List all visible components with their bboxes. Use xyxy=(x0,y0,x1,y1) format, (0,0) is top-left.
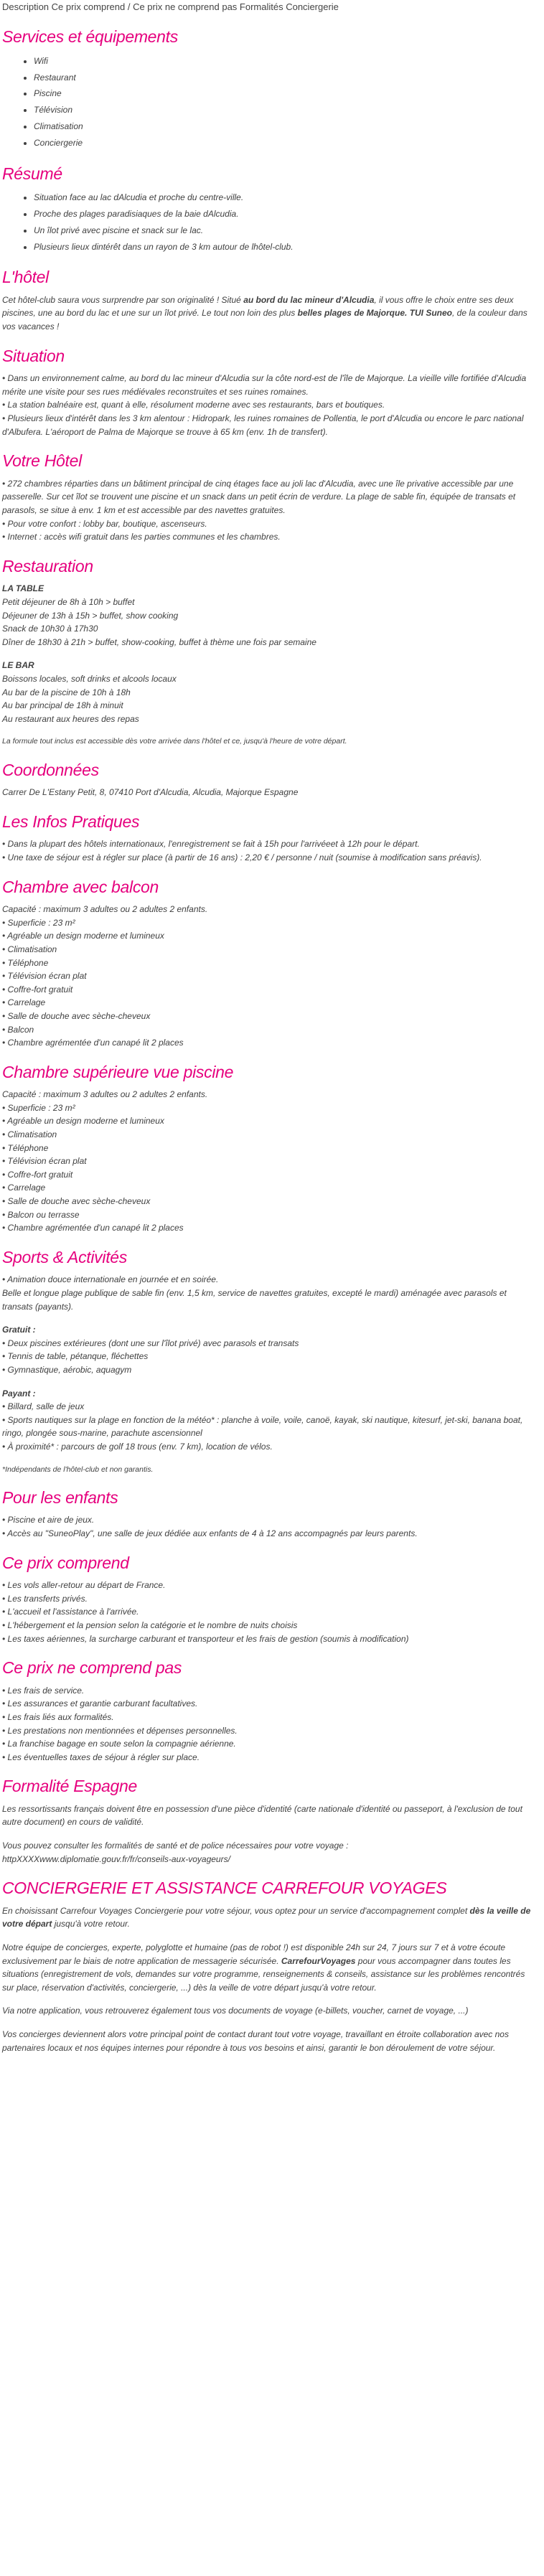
formalite-text: Les ressortissants français doivent être en possession d'une pièce d'identité (carte nationale d'identité ou passeport, à l'exclusion de tout autre document) en cours de validité. xyxy=(2,1803,522,1828)
conciergerie-p1-b: dès la veille de votre départ xyxy=(2,1905,531,1929)
table-line: Snack de 10h30 à 17h30 xyxy=(2,624,98,634)
spacer xyxy=(2,1313,536,1323)
conciergerie-p2-b: CarrefourVoyages xyxy=(281,1955,356,1966)
prix-comprend-line: • Les vols aller-retour au départ de France. xyxy=(2,1580,166,1591)
votre-hotel-line: • 272 chambres réparties dans un bâtiment principal de cinq étages face au joli lac d'Alcudia, avec une île privative accessible par une passerelle. Sur cet îlot se trouvent une piscine et un snack dans un petit écrin de verdure. La plage de sable fin, équipée de transats et parasols, se situe à env. 1 km et est accessible par des navettes gratuites. xyxy=(2,478,516,516)
list-item: • Piscine xyxy=(34,85,536,102)
payant-line: • Sports nautiques sur la plage en fonction de la météo* : planche à voile, voile, canoë, kayak, ski nautique, kitesurf, jet-ski, banana boat, ringo, plongée sous-marine, parachute ascensionnel xyxy=(2,1414,523,1439)
resume-list xyxy=(2,189,536,255)
list-item: • Wifi xyxy=(34,53,536,70)
prix-ne-comprend-line: • Les frais liés aux formalités. xyxy=(2,1711,114,1722)
hotel-text-d: belles plages de Majorque. TUI Suneo xyxy=(297,308,452,319)
hotel-text-c: , il vous offre le choix entre ses deux piscines, une au bord du lac et une sur un îlot privé. Le tout non loin des plus xyxy=(2,294,514,319)
list-item: • Conciergerie xyxy=(34,135,536,151)
conciergerie-p1-c: jusqu'à votre retour. xyxy=(52,1919,130,1929)
infos-line: • Une taxe de séjour est à régler sur place (à partir de 16 ans) : 2,20 € / personne / nuit (soumise à modification sans préavis). xyxy=(2,852,482,862)
votre-hotel-title: Votre Hôtel xyxy=(2,451,82,471)
situation-line: • La station balnéaire est, quant à elle, résolument moderne avec ses restaurants, bars et boutiques. xyxy=(2,400,385,410)
bar-line: Boissons locales, soft drinks et alcools locaux xyxy=(2,673,177,684)
restauration-section xyxy=(2,557,536,748)
conciergerie-section xyxy=(2,1879,536,2054)
situation-section xyxy=(2,347,536,439)
services-section xyxy=(2,27,536,151)
list-item: • Télévision xyxy=(34,102,536,118)
room-feature: • Salle de douche avec sèche-cheveux xyxy=(2,1010,151,1021)
formalite-link[interactable]: httpXXXXwww.diplomatie.gouv.fr/fr/conseils-aux-voyageurs/ xyxy=(2,1853,230,1864)
prix-ne-comprend-line: • Les éventuelles taxes de séjour à régler sur place. xyxy=(2,1752,200,1762)
list-item: • Un îlot privé avec piscine et snack sur le lac. xyxy=(34,222,536,239)
sports-section xyxy=(2,1248,536,1475)
room-feature: • Coffre-fort gratuit xyxy=(2,984,73,995)
situation-line: • Plusieurs lieux d'intérêt dans les 3 km alentour : Hidropark, les ruines romaines de Pollentia, le port d'Alcudia ou encore le parc national d'Albufera. L'aéroport de Palma de Majorque se trouve à 65 km (env. 1h de transfert). xyxy=(2,413,524,437)
hotel-text-e: , de la couleur dans vos vacances ! xyxy=(2,308,527,332)
room-feature: • Salle de douche avec sèche-cheveux xyxy=(2,1196,151,1207)
bar-line: Au restaurant aux heures des repas xyxy=(2,713,139,724)
payant-line: • À proximité* : parcours de golf 18 trous (env. 7 km), location de vélos. xyxy=(2,1441,273,1452)
room-feature: • Téléphone xyxy=(2,957,49,968)
resume-title: Résumé xyxy=(2,164,62,183)
conciergerie-paragraph: Via notre application, vous retrouverez également tous vos documents de voyage (e-billets, voucher, carnet de voyage, ...) xyxy=(2,2006,469,2016)
situation-line: • Dans un environnement calme, au bord du lac mineur d'Alcudia sur la côte nord-est de l'île de Majorque. La vieille ville fortifiée d'Alcudia mérite une visite pour ses rues médiévales reconstruites et ses ruines romaines. xyxy=(2,373,527,397)
spacer xyxy=(2,1931,536,1941)
room-feature: • Climatisation xyxy=(2,944,57,954)
services-list xyxy=(2,53,536,151)
spacer xyxy=(2,1994,536,2004)
room-feature: • Climatisation xyxy=(2,1129,57,1140)
situation-title: Situation xyxy=(2,346,65,365)
room-feature: • Chambre agrémentée d'un canapé lit 2 places xyxy=(2,1223,184,1233)
sports-title: Sports & Activités xyxy=(2,1247,127,1266)
room-feature: • Carrelage xyxy=(2,997,46,1008)
enfants-line: • Piscine et aire de jeux. xyxy=(2,1515,95,1526)
prix-comprend-line: • Les transferts privés. xyxy=(2,1593,88,1604)
payant-line: • Billard, salle de jeux xyxy=(2,1401,85,1412)
room-feature: • Balcon ou terrasse xyxy=(2,1209,80,1220)
bar-line: Au bar principal de 18h à minuit xyxy=(2,700,123,711)
hotel-section xyxy=(2,268,536,333)
enfants-line: • Accès au "SuneoPlay", une salle de jeux dédiée aux enfants de 4 à 12 ans accompagnés par leurs parents. xyxy=(2,1528,418,1538)
room-capacity: Capacité : maximum 3 adultes ou 2 adultes 2 enfants. xyxy=(2,904,208,915)
restauration-note: La formule tout inclus est accessible dès votre arrivée dans l'hôtel et ce, jusqu'à l'heure de votre départ. xyxy=(2,737,347,746)
infos-line: • Dans la plupart des hôtels internationaux, l'enregistrement se fait à 15h pour l'arrivéeet à 12h pour le départ. xyxy=(2,839,420,850)
gratuit-line: • Deux piscines extérieures (dont une sur l'îlot privé) avec parasols et transats xyxy=(2,1338,299,1348)
list-item: • Plusieurs lieux dintérêt dans un rayon de 3 km autour de lhôtel-club. xyxy=(34,239,536,255)
gratuit-line: • Tennis de table, pétanque, fléchettes xyxy=(2,1351,149,1362)
bar-label: LE BAR xyxy=(2,660,34,671)
infos-title: Les Infos Pratiques xyxy=(2,812,140,831)
resume-section xyxy=(2,164,536,255)
table-line: Petit déjeuner de 8h à 10h > buffet xyxy=(2,596,135,607)
enfants-title: Pour les enfants xyxy=(2,1487,118,1507)
chambre-balcon-section xyxy=(2,878,536,1050)
hotel-text xyxy=(2,293,536,334)
list-item: • Restaurant xyxy=(34,70,536,86)
address: Carrer De L'Estany Petit, 8, 07410 Port d'Alcudia, Alcudia, Majorque Espagne xyxy=(2,787,299,798)
conciergerie-paragraph: Vos concierges deviennent alors votre principal point de contact durant tout votre voyage, travaillant en étroite collaboration avec nos partenaires locaux et nos équipes internes pour répondre à tous vos besoins et ainsi, garantir le bon déroulement de votre séjour. xyxy=(2,2029,509,2053)
room-feature: • Coffre-fort gratuit xyxy=(2,1169,73,1180)
table-line: Dîner de 18h30 à 21h > buffet, show-cooking, buffet à thème une fois par semaine xyxy=(2,636,316,647)
room-feature: • Chambre agrémentée d'un canapé lit 2 places xyxy=(2,1038,184,1048)
prix-comprend-line: • L'accueil et l'assistance à l'arrivée. xyxy=(2,1607,139,1617)
list-item: • Situation face au lac dAlcudia et proche du centre-ville. xyxy=(34,189,536,206)
payant-label: Payant : xyxy=(2,1388,36,1399)
sports-intro: Belle et longue plage publique de sable fin (env. 1,5 km, service de navettes gratuites, excepté le mardi) aménagée avec parasols et transats (payants). xyxy=(2,1288,507,1312)
conciergerie-p2-c: pour vous accompagner dans toutes les situations (enregistrement de vols, demandes sur votre programme, renseignements & conseils, assistance sur les problèmes rencontrés sur place, réservation d'activités, conciergerie, ...) dès la veille de votre départ jusqu'à votre retour. xyxy=(2,1955,525,1993)
room-feature: • Balcon xyxy=(2,1024,34,1035)
gratuit-line: • Gymnastique, aérobic, aquagym xyxy=(2,1364,132,1375)
conciergerie-paragraph xyxy=(2,1941,536,1994)
spacer xyxy=(2,649,536,659)
sports-note: *Indépendants de l'hôtel-club et non garantis. xyxy=(2,1465,154,1474)
spacer xyxy=(2,1829,536,1839)
room-feature: • Superficie : 23 m² xyxy=(2,1102,75,1113)
formalite-title: Formalité Espagne xyxy=(2,1777,137,1796)
prix-comprend-title: Ce prix comprend xyxy=(2,1553,129,1572)
hotel-text-b: au bord du lac mineur d'Alcudia xyxy=(243,294,375,305)
prix-ne-comprend-title: Ce prix ne comprend pas xyxy=(2,1658,182,1678)
prix-ne-comprend-line: • La franchise bagage en soute selon la compagnie aérienne. xyxy=(2,1739,236,1749)
conciergerie-title: CONCIERGERIE ET ASSISTANCE CARREFOUR VOYAGES xyxy=(2,1879,447,1898)
gratuit-label: Gratuit : xyxy=(2,1325,36,1335)
prix-comprend-section xyxy=(2,1553,536,1646)
prix-ne-comprend-line: • Les assurances et garantie carburant facultatives. xyxy=(2,1698,198,1709)
coordonnees-section xyxy=(2,761,536,799)
room-feature: • Télévision écran plat xyxy=(2,1156,87,1167)
hotel-title: L'hôtel xyxy=(2,268,49,287)
room-capacity: Capacité : maximum 3 adultes ou 2 adultes 2 enfants. xyxy=(2,1089,208,1100)
prix-ne-comprend-line: • Les frais de service. xyxy=(2,1685,85,1696)
votre-hotel-line: • Pour votre confort : lobby bar, boutique, ascenseurs. xyxy=(2,518,207,529)
room-feature: • Téléphone xyxy=(2,1142,49,1153)
chambre-piscine-section xyxy=(2,1063,536,1235)
table-label: LA TABLE xyxy=(2,583,44,594)
votre-hotel-line: • Internet : accès wifi gratuit dans les parties communes et les chambres. xyxy=(2,532,281,542)
spacer xyxy=(2,1377,536,1387)
prix-comprend-line: • Les taxes aériennes, la surcharge carburant et transporteur et les frais de gestion (soumis à modification) xyxy=(2,1633,409,1644)
formalite-text: Vous pouvez consulter les formalités de santé et de police nécessaires pour votre voyage : xyxy=(2,1841,349,1851)
restauration-title: Restauration xyxy=(2,556,93,575)
conciergerie-p1-a: En choisissant Carrefour Voyages Conciergerie pour votre séjour, vous optez pour un service d'accompagnement complet xyxy=(2,1905,470,1916)
table-line: Déjeuner de 13h à 15h > buffet, show cooking xyxy=(2,610,179,621)
formalite-section xyxy=(2,1777,536,1866)
votre-hotel-section xyxy=(2,451,536,544)
hotel-text-a: Cet hôtel-club saura vous surprendre par son originalité ! Situé xyxy=(2,294,244,305)
chambre-balcon-title: Chambre avec balcon xyxy=(2,877,159,896)
sports-intro: • Animation douce internationale en journée et en soirée. xyxy=(2,1274,219,1285)
room-feature: • Superficie : 23 m² xyxy=(2,917,75,928)
services-title: Services et équipements xyxy=(2,27,178,47)
prix-ne-comprend-section xyxy=(2,1658,536,1764)
chambre-piscine-title: Chambre supérieure vue piscine xyxy=(2,1062,234,1081)
enfants-section xyxy=(2,1488,536,1541)
room-feature: • Télévision écran plat xyxy=(2,971,87,982)
prix-comprend-line: • L'hébergement et la pension selon la catégorie et le nombre de nuits choisis xyxy=(2,1620,298,1630)
bar-line: Au bar de la piscine de 10h à 18h xyxy=(2,687,131,697)
list-item: • Proche des plages paradisiaques de la baie dAlcudia. xyxy=(34,206,536,222)
conciergerie-p2-a: Notre équipe de concierges, experte, polyglotte et humaine (pas de robot !) est disponible 24h sur 24, 7 jours sur 7 et à votre écoute exclusivement par le biais de notre application de messagerie sécurisée. xyxy=(2,1942,506,1966)
conciergerie-paragraph xyxy=(2,1904,536,1931)
infos-section xyxy=(2,812,536,865)
room-feature: • Agréable un design moderne et lumineux xyxy=(2,1116,164,1127)
spacer xyxy=(2,2018,536,2028)
list-item: • Climatisation xyxy=(34,118,536,135)
coordonnees-title: Coordonnées xyxy=(2,760,99,779)
top-description: Description Ce prix comprend / Ce prix ne comprend pas Formalités Conciergerie xyxy=(2,1,339,12)
room-feature: • Agréable un design moderne et lumineux xyxy=(2,931,164,941)
prix-ne-comprend-line: • Les prestations non mentionnées et dépenses personnelles. xyxy=(2,1725,238,1736)
room-feature: • Carrelage xyxy=(2,1183,46,1193)
